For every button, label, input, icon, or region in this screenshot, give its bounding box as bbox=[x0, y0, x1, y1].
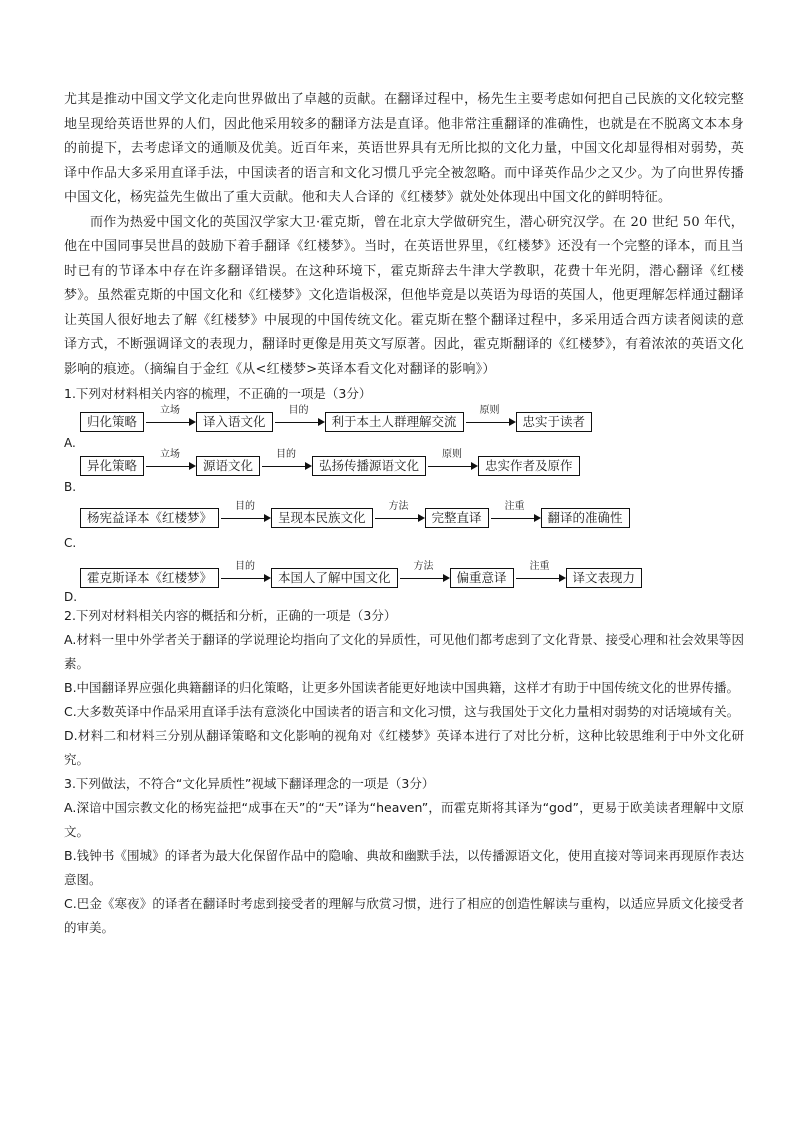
flow-box: 呈现本民族文化 bbox=[271, 508, 373, 528]
flow-box: 源语文化 bbox=[196, 456, 260, 476]
flow-arrow: 方法 bbox=[398, 569, 450, 587]
option-a-flowchart[interactable] bbox=[64, 406, 744, 450]
option-c-flowchart[interactable] bbox=[64, 494, 744, 550]
option-letter: A. bbox=[64, 436, 76, 450]
flow-box: 译文表现力 bbox=[566, 568, 643, 588]
flow-arrow: 原则 bbox=[464, 413, 516, 431]
question-3-option-b[interactable]: B.钱钟书《围城》的译者为最大化保留作品中的隐喻、典故和幽默手法，以传播源语文化，使用直接对等词来再现原作表达意图。 bbox=[64, 848, 744, 887]
option-b-flowchart[interactable] bbox=[64, 450, 744, 494]
flow-box: 译入语文化 bbox=[196, 412, 273, 432]
flow-arrow: 目的 bbox=[260, 457, 312, 475]
flow-arrow: 方法 bbox=[373, 509, 425, 527]
flow-box: 归化策略 bbox=[80, 412, 144, 432]
passage-paragraph-2: 而作为热爱中国文化的英国汉学家大卫·霍克斯，曾在北京大学做研究生，潜心研究汉学。在 20 世纪 50 年代，他在中国同事吴世昌的鼓励下着手翻译《红楼梦》。当时，在英语世界里，《红楼梦》还没有一个完整的译本，而且当时已有的节译本中存在许多翻译错误。在这种环境下，霍克斯辞去牛津大学教职，花费十年光阴，潜心翻译《红楼梦》。虽然霍克斯的中国文化和《红楼梦》文化造诣极深，但他毕竟是以英语为母语的英国人，他更理解怎样通过翻译让英国人很好地去了解《红楼梦》中展现的中国传统文化。霍克斯在整个翻译过程中，多采用适合西方读者阅读的意译方式，不断强调译文的表现力，翻译时更像是用英文写原著。因此，霍克斯翻译的《红楼梦》，有着浓浓的英语文化影响的痕迹。（摘编自于金红《从<红楼梦>英译本看文化对翻译的影响》） bbox=[64, 214, 744, 377]
option-letter: B. bbox=[64, 480, 77, 494]
flow-arrow: 目的 bbox=[219, 509, 271, 527]
option-letter: C. bbox=[64, 536, 77, 550]
flow-box: 偏重意译 bbox=[450, 568, 514, 588]
flow-arrow: 目的 bbox=[273, 413, 325, 431]
flow-arrow: 原则 bbox=[426, 457, 478, 475]
flow-box: 本国人了解中国文化 bbox=[271, 568, 398, 588]
question-3-option-a[interactable]: A.深谙中国宗教文化的杨宪益把“成事在天”的“天”译为“heaven”，而霍克斯将其译为“god”，更易于欧美读者理解中文原文。 bbox=[64, 800, 744, 839]
flow-arrow: 注重 bbox=[489, 509, 541, 527]
question-3-option-c[interactable]: C.巴金《寒夜》的译者在翻译时考虑到接受者的理解与欣赏习惯，进行了相应的创造性解读与重构，以适应异质文化接受者的审美。 bbox=[64, 896, 744, 935]
flow-arrow: 注重 bbox=[514, 569, 566, 587]
flow-box: 翻译的准确性 bbox=[541, 508, 630, 528]
question-1-stem: 1.下列对材料相关内容的梳理，不正确的一项是（3分） bbox=[64, 386, 372, 401]
option-d-flowchart[interactable] bbox=[64, 550, 744, 604]
flow-box: 利于本土人群理解交流 bbox=[325, 412, 464, 432]
flow-box: 异化策略 bbox=[80, 456, 144, 476]
flow-arrow: 目的 bbox=[219, 569, 271, 587]
flow-box: 弘扬传播源语文化 bbox=[312, 456, 426, 476]
flow-box: 霍克斯译本《红楼梦》 bbox=[80, 568, 219, 588]
flow-box: 杨宪益译本《红楼梦》 bbox=[80, 508, 219, 528]
flow-box: 忠实于读者 bbox=[516, 412, 593, 432]
exam-page bbox=[64, 88, 744, 940]
question-2-option-b[interactable]: B.中国翻译界应强化典籍翻译的归化策略，让更多外国读者能更好地读中国典籍，这样才有助于中国传统文化的世界传播。 bbox=[64, 680, 740, 695]
question-3-stem: 3.下列做法，不符合“文化异质性”视域下翻译理念的一项是（3分） bbox=[64, 776, 435, 791]
flow-arrow: 立场 bbox=[144, 457, 196, 475]
flow-box: 完整直译 bbox=[425, 508, 489, 528]
flow-arrow: 立场 bbox=[144, 413, 196, 431]
question-2-stem: 2.下列对材料相关内容的概括和分析，正确的一项是（3分） bbox=[64, 608, 397, 623]
question-2-option-d[interactable]: D.材料二和材料三分别从翻译策略和文化影响的视角对《红楼梦》英译本进行了对比分析，这种比较思维利于中外文化研究。 bbox=[64, 728, 744, 767]
question-2-option-a[interactable]: A.材料一里中外学者关于翻译的学说理论均指向了文化的异质性，可见他们都考虑到了文化背景、接受心理和社会效果等因素。 bbox=[64, 632, 744, 671]
option-letter: D. bbox=[64, 590, 78, 604]
flow-box: 忠实作者及原作 bbox=[478, 456, 580, 476]
passage-paragraph-1: 尤其是推动中国文学文化走向世界做出了卓越的贡献。在翻译过程中，杨先生主要考虑如何把自己民族的文化较完整地呈现给英语世界的人们，因此他采用较多的翻译方法是直译。他非常注重翻译的准确性，也就是在不脱离文本本身的前提下，去考虑译文的通顺及优美。近百年来，英语世界具有无所比拟的文化力量，中国文化却显得相对弱势，英译中作品大多采用直译手法，中国读者的语言和文化习惯几乎完全被忽略。而中译英作品少之又少。为了向世界传播中国文化，杨宪益先生做出了重大贡献。他和夫人合译的《红楼梦》就处处体现出中国文化的鲜明特征。 bbox=[64, 92, 744, 205]
question-2-option-c[interactable]: C.大多数英译中作品采用直译手法有意淡化中国读者的语言和文化习惯，这与我国处于文化力量相对弱势的对话境域有关。 bbox=[64, 704, 740, 719]
